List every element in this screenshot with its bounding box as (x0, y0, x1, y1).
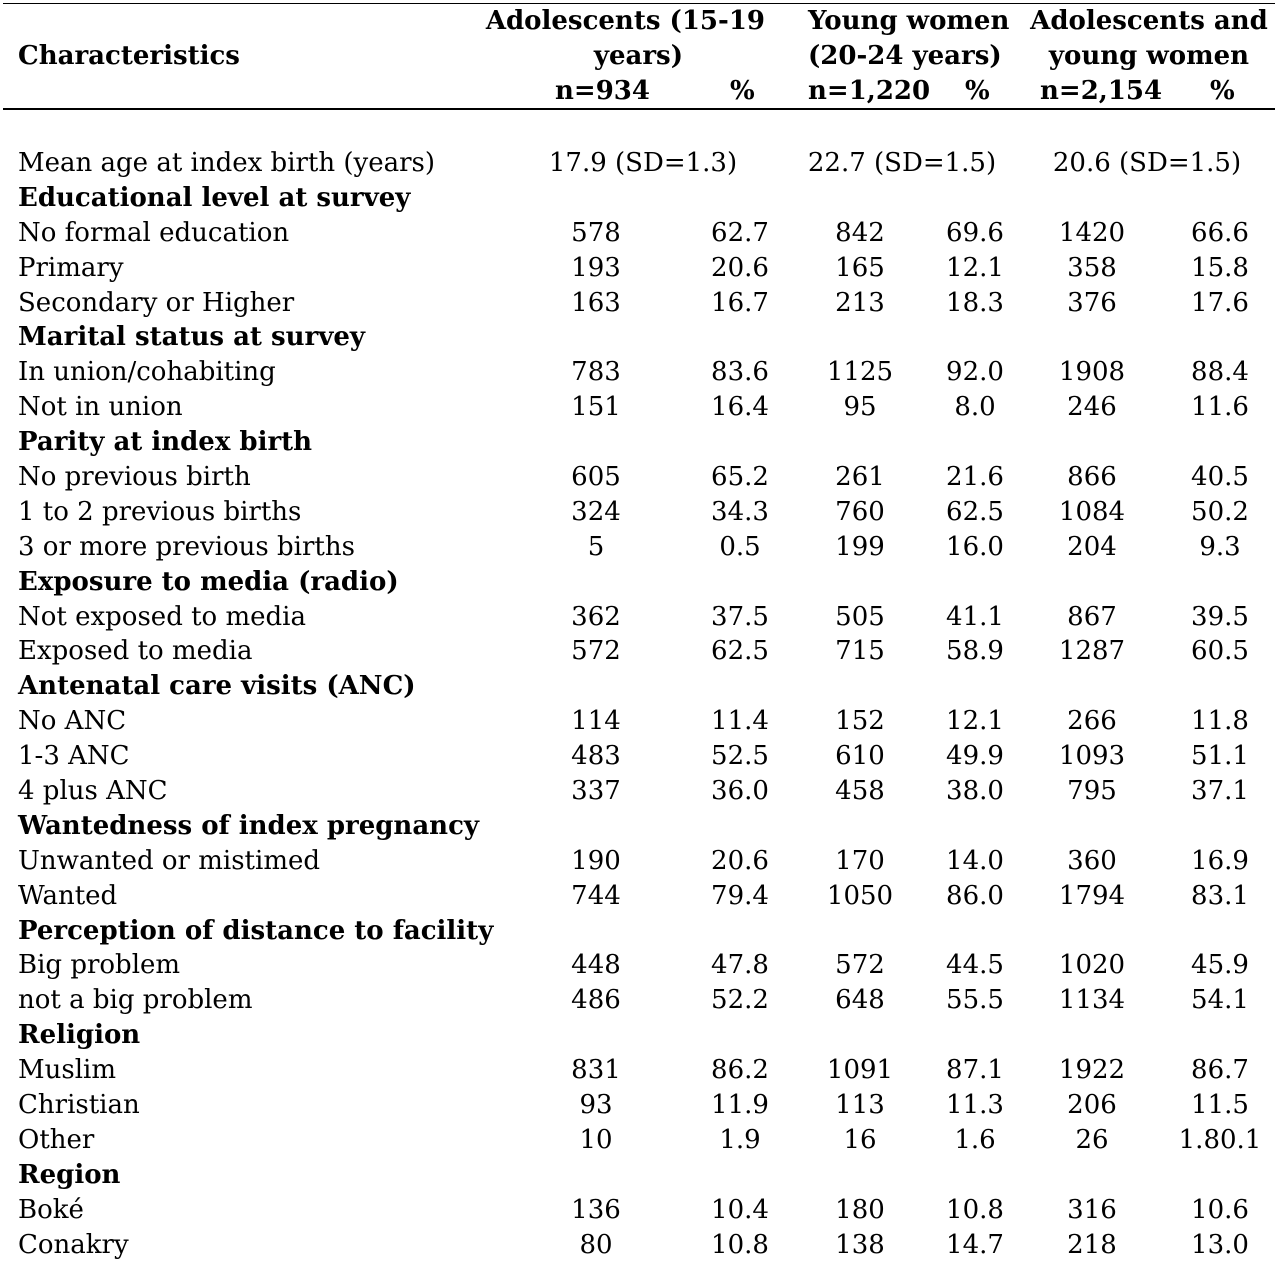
section-label: Educational level at survey (18, 182, 411, 213)
section-label: Exposure to media (radio) (18, 566, 399, 597)
cell-combined-n: 1084 (1058, 496, 1126, 527)
cell-adolescents-n: 5 (587, 531, 605, 562)
cell-young-women-pct: 1.6 (954, 1124, 996, 1155)
cell-adolescents-n: 362 (571, 601, 621, 632)
cell-adolescents-pct: 11.9 (711, 1090, 769, 1121)
header-bottom-rule (3, 108, 1275, 110)
cell-young-women-n: 113 (835, 1090, 885, 1121)
header-group-young-women (808, 4, 1010, 74)
cell-young-women-n: 95 (843, 392, 877, 423)
cell-adolescents-n: 190 (571, 845, 621, 876)
row-label: 1-3 ANC (18, 741, 130, 772)
cell-adolescents-pct: 10.8 (711, 1229, 769, 1260)
cell-young-women-n: 1050 (826, 880, 894, 911)
cell-young-women-pct: 14.0 (946, 845, 1004, 876)
row-label: Muslim (18, 1055, 116, 1086)
cell-young-women-n: 1125 (826, 357, 894, 388)
cell-adolescents-pct: 62.5 (711, 636, 769, 667)
cell-combined-pct: 45.9 (1191, 950, 1249, 981)
cell-young-women-pct: 21.6 (946, 462, 1004, 493)
section-label: Region (18, 1159, 121, 1190)
cell-combined-n: 218 (1067, 1229, 1117, 1260)
cell-combined-pct: 15.8 (1191, 252, 1249, 283)
cell-young-women-n: 213 (835, 287, 885, 318)
row-label: Not exposed to media (18, 601, 306, 632)
cell-young-women-pct: 49.9 (946, 741, 1004, 772)
cell-young-women-pct: 16.0 (946, 531, 1004, 562)
section-label: Parity at index birth (18, 427, 313, 458)
cell-young-women-n: 180 (835, 1194, 885, 1225)
row-label: Other (18, 1124, 95, 1155)
cell-young-women-pct: 14.7 (946, 1229, 1004, 1260)
cell-combined-pct: 66.6 (1191, 217, 1249, 248)
table-row (0, 216, 1280, 251)
table-row (0, 460, 1280, 495)
cell-young-women-n: 170 (835, 845, 885, 876)
table-row (0, 983, 1280, 1018)
cell-adolescents-n: 486 (571, 985, 621, 1016)
cell-young-women-pct: 62.5 (946, 496, 1004, 527)
cell-combined-n: 1093 (1058, 741, 1126, 772)
cell-young-women-n: 505 (835, 601, 885, 632)
cell-combined-pct: 16.9 (1191, 845, 1249, 876)
section-header-row (0, 565, 1280, 600)
header-group-line1: Adolescents and (1030, 6, 1268, 36)
section-header-row (0, 320, 1280, 355)
cell-adolescents-n: 337 (571, 776, 621, 807)
cell-young-women-n: 1091 (826, 1055, 894, 1086)
table-body (0, 146, 1280, 1263)
section-label: Antenatal care visits (ANC) (18, 671, 416, 702)
cell-young-women-pct: 55.5 (946, 985, 1004, 1016)
cell-combined-n: 204 (1067, 531, 1117, 562)
cell-combined-n: 1794 (1058, 880, 1126, 911)
cell-young-women-n: 458 (835, 776, 885, 807)
cell-young-women-pct: 44.5 (946, 950, 1004, 981)
header-group-adolescents (486, 4, 765, 74)
cell-young-women-pct: 11.3 (946, 1090, 1004, 1121)
cell-combined-n: 1287 (1058, 636, 1126, 667)
cell-adolescents-pct: 10.4 (711, 1194, 769, 1225)
table-row (0, 844, 1280, 879)
cell-combined-pct: 11.6 (1191, 392, 1249, 423)
cell-combined-pct: 83.1 (1191, 880, 1249, 911)
cell-mean-age-young-women: 22.7 (SD=1.5) (807, 148, 997, 178)
header-group-line1: Adolescents (15-19 (485, 6, 765, 36)
cell-adolescents-n: 744 (571, 880, 621, 911)
cell-adolescents-n: 831 (571, 1055, 621, 1086)
cell-combined-n: 26 (1075, 1124, 1109, 1155)
cell-combined-pct: 88.4 (1191, 357, 1249, 388)
cell-combined-pct: 60.5 (1191, 636, 1249, 667)
table-row (0, 774, 1280, 809)
cell-adolescents-n: 10 (579, 1124, 613, 1155)
section-header-row (0, 181, 1280, 216)
row-label: No formal education (18, 217, 290, 248)
header-characteristics: Characteristics (18, 41, 240, 71)
cell-adolescents-pct: 79.4 (711, 880, 769, 911)
cell-young-women-pct: 38.0 (946, 776, 1004, 807)
row-label: Primary (18, 252, 124, 283)
section-header-row (0, 1018, 1280, 1053)
cell-adolescents-pct: 65.2 (711, 462, 769, 493)
row-label: Conakry (18, 1229, 129, 1260)
table-row (0, 948, 1280, 983)
cell-adolescents-pct: 37.5 (711, 601, 769, 632)
table-row (0, 704, 1280, 739)
cell-adolescents-n: 448 (571, 950, 621, 981)
row-label: Not in union (18, 392, 183, 423)
cell-young-women-n: 165 (835, 252, 885, 283)
cell-adolescents-n: 136 (571, 1194, 621, 1225)
cell-combined-pct: 11.5 (1191, 1090, 1249, 1121)
cell-adolescents-pct: 1.9 (719, 1124, 761, 1155)
cell-young-women-n: 138 (835, 1229, 885, 1260)
row-label: 3 or more previous births (18, 531, 355, 562)
cell-adolescents-pct: 52.5 (711, 741, 769, 772)
cell-adolescents-n: 783 (571, 357, 621, 388)
cell-adolescents-n: 578 (571, 217, 621, 248)
cell-combined-pct: 86.7 (1191, 1055, 1249, 1086)
cell-adolescents-pct: 16.7 (711, 287, 769, 318)
cell-adolescents-pct: 20.6 (711, 252, 769, 283)
row-label: Secondary or Higher (18, 287, 295, 318)
section-header-row (0, 669, 1280, 704)
cell-combined-pct: 37.1 (1191, 776, 1249, 807)
cell-young-women-n: 261 (835, 462, 885, 493)
cell-combined-n: 795 (1067, 776, 1117, 807)
cell-adolescents-pct: 34.3 (711, 496, 769, 527)
cell-combined-n: 1420 (1058, 217, 1126, 248)
cell-young-women-n: 842 (835, 217, 885, 248)
header-group-line2: years) (593, 41, 683, 71)
cell-young-women-pct: 41.1 (946, 601, 1004, 632)
row-label: 4 plus ANC (18, 776, 168, 807)
cell-adolescents-pct: 86.2 (711, 1055, 769, 1086)
cell-combined-pct: 11.8 (1191, 706, 1249, 737)
cell-combined-n: 1134 (1058, 985, 1126, 1016)
header-n-adolescents: n=934 (555, 76, 650, 106)
cell-combined-pct: 51.1 (1191, 741, 1249, 772)
cell-combined-n: 246 (1067, 392, 1117, 423)
header-n-combined: n=2,154 (1040, 76, 1163, 106)
table-row (0, 879, 1280, 914)
table-row (0, 634, 1280, 669)
cell-adolescents-pct: 36.0 (711, 776, 769, 807)
section-header-row (0, 1158, 1280, 1193)
table-row (0, 495, 1280, 530)
section-header-row (0, 425, 1280, 460)
cell-young-women-pct: 58.9 (946, 636, 1004, 667)
header-group-line2: young women (1048, 41, 1250, 71)
table-row (0, 146, 1280, 181)
cell-adolescents-n: 114 (571, 706, 621, 737)
cell-adolescents-n: 483 (571, 741, 621, 772)
header-group-line2: (20-24 years) (808, 41, 1002, 71)
table-row (0, 739, 1280, 774)
cell-adolescents-n: 93 (579, 1090, 613, 1121)
cell-combined-n: 358 (1067, 252, 1117, 283)
section-label: Perception of distance to facility (18, 915, 494, 946)
row-label: Mean age at index birth (years) (18, 148, 436, 178)
header-group-line1: Young women (808, 6, 1010, 36)
table-row (0, 251, 1280, 286)
header-pct-young-women: % (965, 76, 990, 106)
cell-combined-n: 1908 (1058, 357, 1126, 388)
cell-combined-n: 376 (1067, 287, 1117, 318)
row-label: No ANC (18, 706, 127, 737)
cell-young-women-pct: 12.1 (946, 706, 1004, 737)
cell-combined-pct: 13.0 (1191, 1229, 1249, 1260)
cell-mean-age-combined: 20.6 (SD=1.5) (1052, 148, 1242, 178)
cell-combined-pct: 40.5 (1191, 462, 1249, 493)
cell-combined-n: 206 (1067, 1090, 1117, 1121)
row-label: In union/cohabiting (18, 357, 276, 388)
cell-young-women-pct: 10.8 (946, 1194, 1004, 1225)
section-header-row (0, 914, 1280, 949)
cell-young-women-n: 610 (835, 741, 885, 772)
table-row (0, 530, 1280, 565)
cell-adolescents-n: 80 (579, 1229, 613, 1260)
cell-adolescents-pct: 20.6 (711, 845, 769, 876)
table-row (0, 390, 1280, 425)
row-label: not a big problem (18, 985, 253, 1016)
section-label: Wantedness of index pregnancy (18, 810, 480, 841)
cell-combined-pct: 54.1 (1191, 985, 1249, 1016)
section-label: Religion (18, 1020, 141, 1051)
cell-combined-pct: 17.6 (1191, 287, 1249, 318)
table-row (0, 286, 1280, 321)
cell-adolescents-n: 193 (571, 252, 621, 283)
cell-adolescents-pct: 0.5 (719, 531, 761, 562)
table-row (0, 1053, 1280, 1088)
row-label: Christian (18, 1090, 140, 1121)
table-row (0, 1088, 1280, 1123)
cell-adolescents-n: 605 (571, 462, 621, 493)
cell-young-women-n: 715 (835, 636, 885, 667)
cell-adolescents-n: 324 (571, 496, 621, 527)
table-row (0, 1193, 1280, 1228)
cell-combined-pct: 1.80.1 (1178, 1124, 1262, 1155)
cell-combined-pct: 50.2 (1191, 496, 1249, 527)
cell-adolescents-pct: 11.4 (711, 706, 769, 737)
cell-young-women-n: 16 (843, 1124, 877, 1155)
cell-young-women-pct: 87.1 (946, 1055, 1004, 1086)
cell-combined-n: 867 (1067, 601, 1117, 632)
row-label: 1 to 2 previous births (18, 496, 302, 527)
cell-adolescents-n: 572 (571, 636, 621, 667)
section-header-row (0, 809, 1280, 844)
cell-young-women-n: 199 (835, 531, 885, 562)
cell-adolescents-n: 163 (571, 287, 621, 318)
header-group-combined (1022, 4, 1276, 74)
cell-mean-age-adolescents: 17.9 (SD=1.3) (548, 148, 738, 178)
row-label: Wanted (18, 880, 118, 911)
table-row (0, 355, 1280, 390)
cell-young-women-n: 760 (835, 496, 885, 527)
row-label: No previous birth (18, 462, 251, 493)
row-label: Boké (18, 1194, 84, 1225)
table-row (0, 1228, 1280, 1263)
header-n-young-women: n=1,220 (808, 76, 931, 106)
cell-adolescents-n: 151 (571, 392, 621, 423)
cell-combined-n: 316 (1067, 1194, 1117, 1225)
cell-adolescents-pct: 52.2 (711, 985, 769, 1016)
cell-combined-pct: 10.6 (1191, 1194, 1249, 1225)
section-label: Marital status at survey (18, 322, 365, 353)
row-label: Big problem (18, 950, 181, 981)
table-row (0, 600, 1280, 635)
cell-adolescents-pct: 16.4 (711, 392, 769, 423)
cell-young-women-n: 152 (835, 706, 885, 737)
row-label: Exposed to media (18, 636, 253, 667)
cell-combined-n: 866 (1067, 462, 1117, 493)
cell-combined-pct: 39.5 (1191, 601, 1249, 632)
header-pct-adolescents: % (730, 76, 755, 106)
row-label: Unwanted or mistimed (18, 845, 321, 876)
cell-young-women-n: 648 (835, 985, 885, 1016)
cell-young-women-pct: 69.6 (946, 217, 1004, 248)
cell-young-women-pct: 18.3 (946, 287, 1004, 318)
cell-young-women-pct: 92.0 (946, 357, 1004, 388)
cell-combined-n: 360 (1067, 845, 1117, 876)
cell-adolescents-pct: 62.7 (711, 217, 769, 248)
cell-young-women-pct: 8.0 (954, 392, 996, 423)
cell-young-women-pct: 86.0 (946, 880, 1004, 911)
cell-young-women-pct: 12.1 (946, 252, 1004, 283)
table-row (0, 1123, 1280, 1158)
cell-combined-n: 1020 (1058, 950, 1126, 981)
header-pct-combined: % (1210, 76, 1235, 106)
cell-combined-n: 266 (1067, 706, 1117, 737)
cell-combined-pct: 9.3 (1199, 531, 1241, 562)
cell-young-women-n: 572 (835, 950, 885, 981)
cell-combined-n: 1922 (1058, 1055, 1126, 1086)
cell-adolescents-pct: 83.6 (711, 357, 769, 388)
cell-adolescents-pct: 47.8 (711, 950, 769, 981)
